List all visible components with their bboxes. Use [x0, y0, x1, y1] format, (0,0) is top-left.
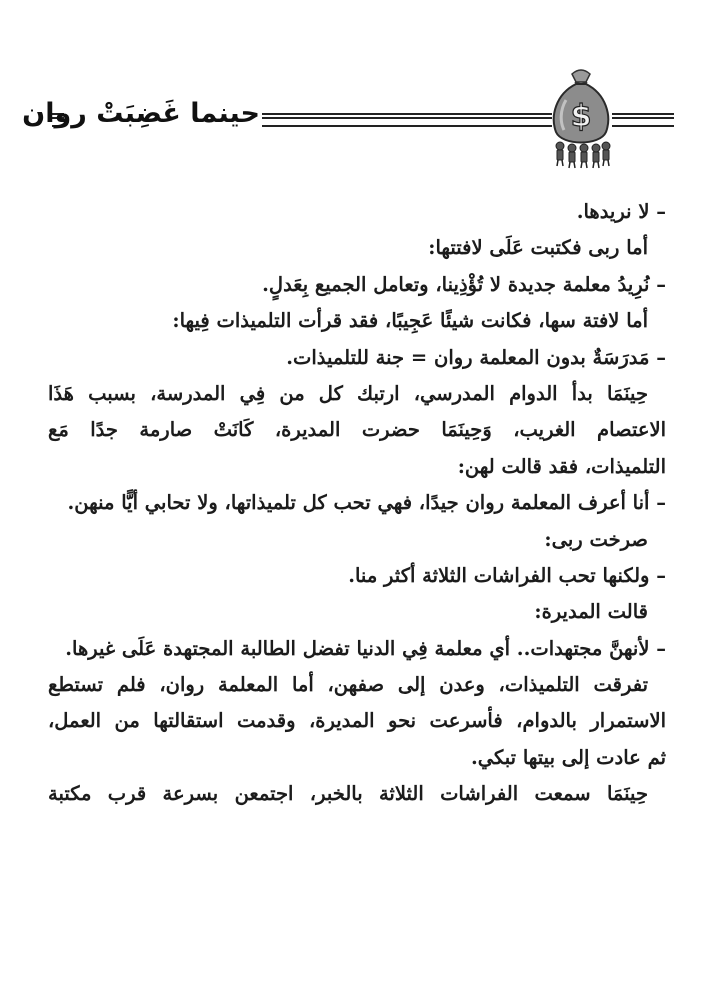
text-line: حِينَمَا سمعت الفراشات الثلاثة بالخبر، اجتمعن بسرعة قرب مكتبة	[48, 782, 648, 806]
text-line: أما لافتة سها، فكانت شيئًا عَجِيبًا، فقد قرأت التلميذات فِيها:	[172, 309, 648, 333]
money-bag-icon	[548, 60, 614, 170]
text-line: ثم عادت إلى بيتها تبكي.	[470, 745, 666, 769]
header-rule-right	[612, 113, 674, 127]
text-line: الاعتصام الغريب، وَحِينَمَا حضرت المديرة، كَانَتْ صارمة جدًا مَع	[48, 418, 666, 442]
text-line: تفرقت التلميذات، وعدن إلى صفهن، أما المعلمة روان، فلم تستطع	[48, 673, 648, 697]
text-line: – أنا أعرف المعلمة روان جيدًا، فهي تحب كل تلميذاتها، ولا تحابي أيًّا منهن.	[67, 491, 666, 515]
text-line: قالت المديرة:	[534, 600, 648, 624]
text-line: – ولكنها تحب الفراشات الثلاثة أكثر منا.	[348, 563, 666, 587]
svg-text:$: $	[570, 99, 592, 134]
text-line: – مَدرَسَةٌ بدون المعلمة روان = جنة للتلميذات.	[286, 345, 666, 369]
story-text	[48, 194, 666, 813]
text-line: – نُرِيدُ معلمة جديدة لا تُؤْذِينا، وتعامل الجميع بِعَدلٍ.	[262, 272, 666, 296]
text-line: أما ربى فكتبت عَلَى لافتتها:	[428, 236, 648, 260]
chapter-title: حينما غَضِبَتْ روان	[22, 98, 260, 129]
text-line: التلميذات، فقد قالت لهن:	[457, 454, 666, 478]
text-line: حِينَمَا بدأ الدوام المدرسي، ارتبك كل من فِي المدرسة، بسبب هَذَا	[48, 381, 648, 405]
text-line: صرخت ربى:	[544, 527, 648, 551]
text-line: – لا نريدها.	[576, 200, 666, 223]
chapter-header	[22, 60, 680, 170]
text-line: – لأنهنَّ مجتهدات.. أي معلمة فِي الدنيا تفضل الطالبة المجتهدة عَلَى غيرها.	[65, 636, 666, 660]
text-line: الاستمرار بالدوام، فأسرعت نحو المديرة، وقدمت استقالتها من العمل،	[48, 709, 666, 733]
header-rule-middle	[262, 113, 552, 127]
